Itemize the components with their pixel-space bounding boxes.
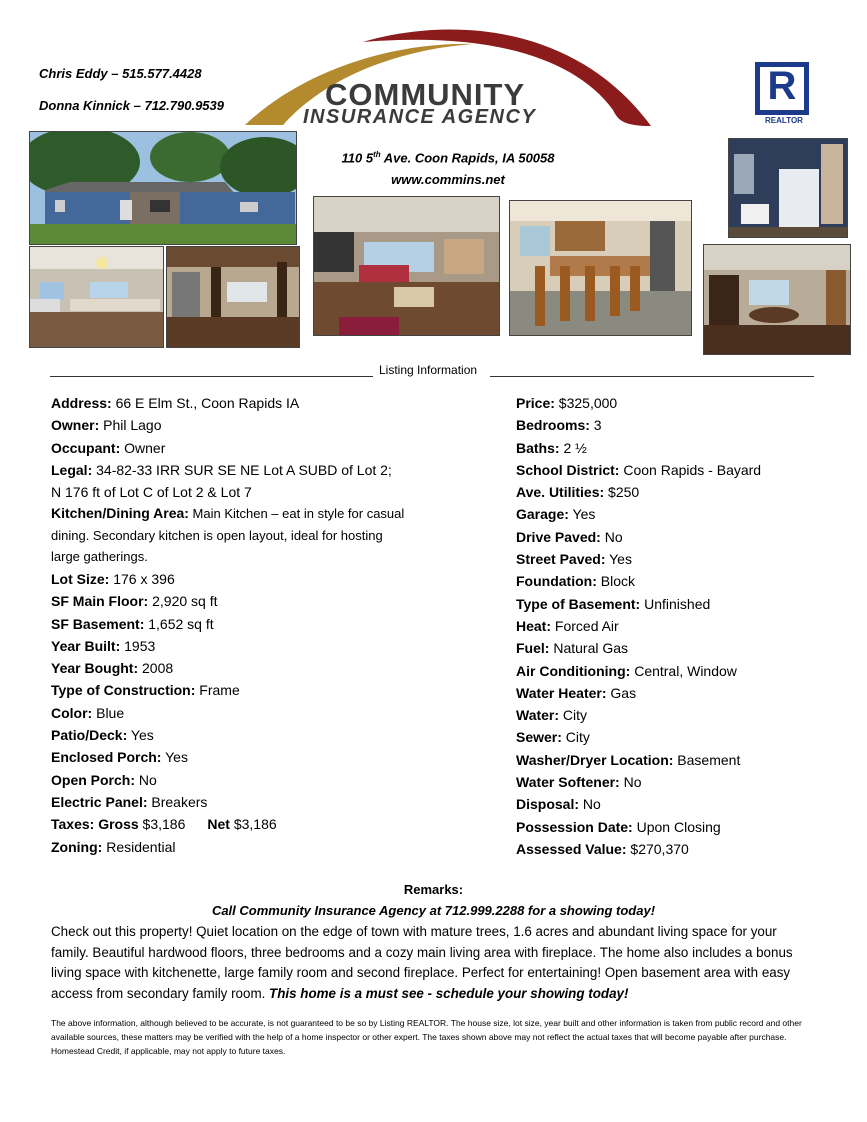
company-logo — [243, 20, 653, 132]
house-exterior-photo — [29, 131, 297, 245]
office-address: 110 5th Ave. Coon Rapids, IA 50058 — [341, 150, 555, 166]
kitchen-photo — [29, 246, 164, 348]
field-sf-basement: SF Basement: 1,652 sq ft — [51, 615, 214, 632]
field-occupant: Occupant: Owner — [51, 439, 166, 456]
right-column — [516, 392, 836, 860]
field-taxes: Taxes: Gross $3,186 Net $3,186 — [51, 816, 277, 833]
remarks-title: Remarks: — [403, 882, 464, 897]
separator-right — [490, 376, 814, 377]
realtor-logo — [753, 62, 813, 126]
field-legal-cont: N 176 ft of Lot C of Lot 2 & Lot 7 — [51, 484, 252, 501]
field-water-heater: Water Heater: Gas — [516, 684, 637, 701]
field-zoning: Zoning: Residential — [51, 838, 176, 855]
field-basement-type: Type of Basement: Unfinished — [516, 595, 711, 612]
field-heat: Heat: Forced Air — [516, 617, 619, 634]
field-address: Address: 66 E Elm St., Coon Rapids IA — [51, 395, 300, 411]
field-legal: Legal: 34-82-33 IRR SUR SE NE Lot A SUBD of Lot 2; — [51, 461, 392, 478]
field-washer-dryer: Washer/Dryer Location: Basement — [516, 751, 741, 768]
field-drive-paved: Drive Paved: No — [516, 528, 623, 545]
logo-line2: INSURANCE AGENCY — [303, 106, 537, 128]
field-construction: Type of Construction: Frame — [51, 682, 240, 699]
field-foundation: Foundation: Block — [516, 573, 635, 590]
logo-line1: COMMUNITY — [325, 77, 526, 112]
field-softener: Water Softener: No — [516, 774, 642, 791]
field-patio: Patio/Deck: Yes — [51, 727, 154, 744]
separator-left — [50, 376, 373, 377]
office-website[interactable]: www.commins.net — [391, 172, 505, 187]
field-disposal: Disposal: No — [516, 796, 601, 813]
left-column — [51, 392, 421, 858]
field-kitchen: Kitchen/Dining Area: Main Kitchen – eat in style for casual dining. Secondary kitchen is open layout, ideal for hosting large gatherings. — [51, 505, 405, 565]
field-lot-size: Lot Size: 176 x 396 — [51, 570, 175, 587]
disclaimer: The above information, although believed to be accurate, is not guaranteed to be so by Listing REALTOR. The house size, lot size, year built and other information is taken from public record and other available sources, these matters may be verified with the help of a home inspector or other expert. The taxes shown above may not reflect the actual taxes that will become payable after purchase. Homestead Credit, if applicable, may not apply to future taxes. — [51, 1018, 802, 1056]
fireplace-room-photo — [166, 246, 300, 348]
agent-donna: Donna Kinnick – 712.790.9539 — [39, 98, 224, 113]
field-possession: Possession Date: Upon Closing — [516, 818, 721, 835]
section-title: Listing Information — [379, 363, 478, 377]
living-room-photo — [313, 196, 500, 336]
field-owner: Owner: Phil Lago — [51, 417, 162, 434]
field-enclosed-porch: Enclosed Porch: Yes — [51, 749, 188, 766]
field-garage: Garage: Yes — [516, 506, 596, 523]
field-color: Color: Blue — [51, 704, 125, 721]
realtor-letter: R — [767, 64, 797, 108]
field-street-paved: Street Paved: Yes — [516, 551, 632, 568]
field-bedrooms: Bedrooms: 3 — [516, 417, 602, 434]
field-year-bought: Year Bought: 2008 — [51, 660, 174, 677]
field-sf-main: SF Main Floor: 2,920 sq ft — [51, 593, 218, 610]
field-open-porch: Open Porch: No — [51, 771, 157, 788]
field-sewer: Sewer: City — [516, 729, 590, 746]
field-ac: Air Conditioning: Central, Window — [516, 662, 737, 679]
bathroom-photo — [728, 138, 848, 238]
dining-kitchen-photo — [509, 200, 692, 336]
field-baths: Baths: 2 ½ — [516, 439, 587, 456]
dining-room-photo — [703, 244, 851, 355]
field-year-built: Year Built: 1953 — [51, 637, 156, 654]
field-assessed: Assessed Value: $270,370 — [516, 840, 689, 857]
field-water: Water: City — [516, 707, 588, 724]
realtor-box — [755, 62, 809, 115]
field-price: Price: $325,000 — [516, 395, 618, 411]
remarks-call: Call Community Insurance Agency at 712.999.2288 for a showing today! — [211, 903, 656, 918]
field-electric: Electric Panel: Breakers — [51, 793, 208, 810]
realtor-label: REALTOR — [765, 116, 803, 125]
field-utilities: Ave. Utilities: $250 — [516, 484, 640, 501]
field-school: School District: Coon Rapids - Bayard — [516, 461, 762, 478]
field-fuel: Fuel: Natural Gas — [516, 640, 629, 657]
agent-chris: Chris Eddy – 515.577.4428 — [39, 66, 202, 81]
remarks-body: Check out this property! Quiet location on the edge of town with mature trees, 1.6 acres and abundant living space for your family. Beautiful hardwood floors, three bedrooms and a cozy main living area with fireplace. The home also includes a bonus living space with kitchenette, large family room and second fireplace. Perfect for entertaining! Open basement area with easy access from secondary family room. This home is a must see - schedule your showing today! — [51, 924, 793, 1001]
